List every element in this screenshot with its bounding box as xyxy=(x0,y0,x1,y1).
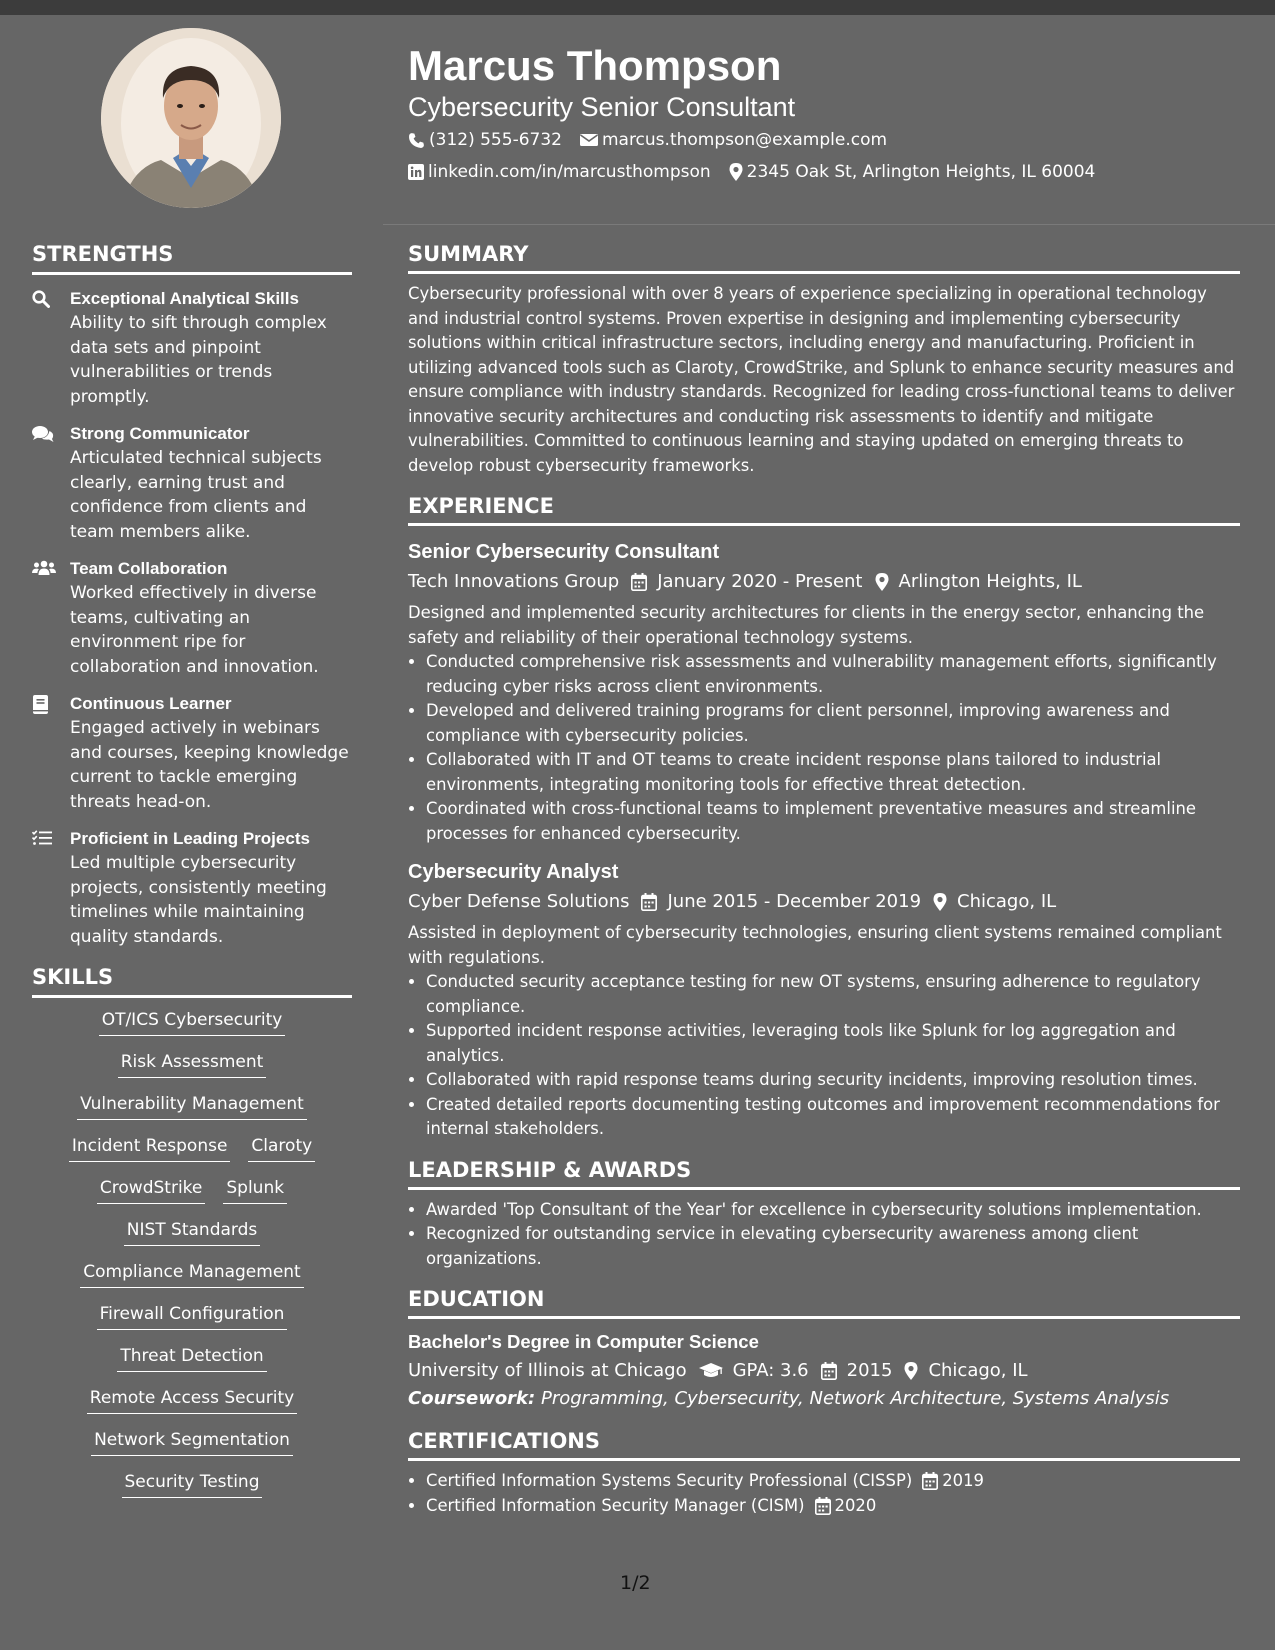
job-company: Cyber Defense Solutions xyxy=(408,891,630,912)
certification-item xyxy=(426,1494,1240,1519)
page-number: 1/2 xyxy=(620,1572,651,1594)
job-bullets xyxy=(408,650,1240,846)
certifications-list xyxy=(408,1469,1240,1518)
comments-icon xyxy=(32,425,54,443)
strength-title: Exceptional Analytical Skills xyxy=(70,289,299,308)
main-column xyxy=(408,240,1240,1518)
award-item: • Recognized for outstanding service in elevating cybersecurity awareness among client organizations. xyxy=(426,1222,1240,1271)
resume-header xyxy=(408,40,1248,188)
job-entry xyxy=(408,858,1240,1142)
certification-year: 2019 xyxy=(942,1471,984,1490)
skill-tag: OT/ICS Cybersecurity xyxy=(99,1008,286,1036)
candidate-name: Marcus Thompson xyxy=(408,42,782,89)
education-meta xyxy=(408,1357,1240,1385)
top-bar xyxy=(0,0,1275,15)
job-meta xyxy=(408,888,1240,916)
school-name: University of Illinois at Chicago xyxy=(408,1360,687,1381)
book-icon xyxy=(32,695,48,714)
strength-desc: Ability to sift through complex data sets and pinpoint vulnerabilities or trends promptly. xyxy=(70,313,327,407)
map-marker-icon xyxy=(729,163,743,181)
strength-desc: Articulated technical subjects clearly, earning trust and confidence from clients and team members alike. xyxy=(70,448,322,542)
job-bullet: • Conducted security acceptance testing for new OT systems, ensuring adherence to regulatory compliance. xyxy=(426,970,1240,1019)
linkedin-icon xyxy=(408,164,424,180)
job-bullets xyxy=(408,970,1240,1142)
skill-tag: Compliance Management xyxy=(80,1260,303,1288)
job-title: Senior Cybersecurity Consultant xyxy=(408,541,720,563)
candidate-title: Cybersecurity Senior Consultant xyxy=(408,92,796,122)
certifications-section xyxy=(408,1427,1240,1518)
phone-icon xyxy=(408,132,425,149)
job-bullet: • Collaborated with IT and OT teams to create incident response plans tailored to industrial environments, integrating monitoring tools for effective threat detection. xyxy=(426,748,1240,797)
degree-title: Bachelor's Degree in Computer Science xyxy=(408,1331,759,1352)
skill-tag: Firewall Configuration xyxy=(97,1302,288,1330)
skill-tag: Splunk xyxy=(223,1176,287,1204)
job-location: Chicago, IL xyxy=(957,891,1057,912)
calendar-icon xyxy=(631,573,647,591)
header-divider xyxy=(383,224,1275,225)
certifications-heading: CERTIFICATIONS xyxy=(408,1427,1240,1461)
graduation-cap-icon xyxy=(699,1363,723,1379)
graduation-year: 2015 xyxy=(846,1360,893,1381)
profile-photo xyxy=(101,28,281,208)
contact-row-1 xyxy=(408,124,1248,156)
phone-contact[interactable] xyxy=(408,124,562,156)
job-bullet: • Collaborated with rapid response teams during security incidents, improving resolution times. xyxy=(426,1068,1240,1093)
skill-tag: Threat Detection xyxy=(117,1344,266,1372)
skill-tag: Vulnerability Management xyxy=(77,1092,307,1120)
phone-text: (312) 555-6732 xyxy=(429,130,562,150)
gpa: GPA: 3.6 xyxy=(732,1360,809,1381)
certification-year: 2020 xyxy=(834,1495,877,1515)
skill-tag: Remote Access Security xyxy=(87,1386,297,1414)
calendar-icon xyxy=(815,1497,831,1515)
strength-title: Strong Communicator xyxy=(70,424,250,443)
strength-title: Proficient in Leading Projects xyxy=(70,829,310,848)
map-marker-icon xyxy=(933,893,947,911)
skill-tag: Risk Assessment xyxy=(118,1050,267,1078)
search-icon xyxy=(32,290,50,308)
certification-name: • Certified Information Systems Security Professional (CISSP) xyxy=(426,1471,913,1490)
strength-title: Team Collaboration xyxy=(70,559,228,578)
skills-list xyxy=(32,1008,352,1512)
job-description: Designed and implemented security architectures for clients in the energy sector, enhancing the safety and reliability of their operational technology systems. xyxy=(408,603,1205,647)
job-bullet: • Developed and delivered training programs for client personnel, improving awareness and compliance with cybersecurity policies. xyxy=(426,699,1240,748)
summary-text: Cybersecurity professional with over 8 years of experience specializing in operational technology and industrial control systems. Proven expertise in designing and implementing cybersecurity solutions within critical infrastructure sectors, including energy and manufacturing. Proficient in utilizing advanced tools such as Claroty, CrowdStrike, and Splunk to enhance security measures and ensure compliance with industry standards. Recognized for leading cross-functional teams to deliver innovative security architectures and conducting risk assessments to identify and mitigate vulnerabilities. Committed to continuous learning and staying updated on emerging threats to develop robust cybersecurity frameworks. xyxy=(408,284,1235,475)
linkedin-text: linkedin.com/in/marcusthompson xyxy=(428,162,711,182)
job-bullet: • Coordinated with cross-functional teams to implement preventative measures and streamline processes for enhanced cybersecurity. xyxy=(426,797,1240,846)
coursework-text: Programming, Cybersecurity, Network Architecture, Systems Analysis xyxy=(540,1388,1170,1409)
contact-row-2 xyxy=(408,156,1248,188)
strength-desc: Worked effectively in diverse teams, cultivating an environment ripe for collaboration and innovation. xyxy=(70,583,319,677)
job-location: Arlington Heights, IL xyxy=(898,571,1082,592)
skill-tag: Security Testing xyxy=(122,1470,263,1498)
education-heading: EDUCATION xyxy=(408,1285,1240,1319)
leadership-list xyxy=(408,1198,1240,1272)
skill-tag: CrowdStrike xyxy=(97,1176,205,1204)
map-marker-icon xyxy=(875,573,889,591)
certification-item xyxy=(426,1469,1240,1494)
strength-item xyxy=(32,287,352,409)
strengths-heading: STRENGTHS xyxy=(32,240,352,275)
education-section xyxy=(408,1285,1240,1413)
award-item: • Awarded 'Top Consultant of the Year' for excellence in cybersecurity solutions implementation. xyxy=(426,1198,1240,1223)
calendar-icon xyxy=(821,1362,837,1380)
job-meta xyxy=(408,568,1240,596)
job-dates: June 2015 - December 2019 xyxy=(667,891,922,912)
linkedin-contact[interactable] xyxy=(408,156,711,188)
job-bullet: • Supported incident response activities, leveraging tools like Splunk for log aggregation and analytics. xyxy=(426,1019,1240,1068)
certification-name: • Certified Information Security Manager (CISM) xyxy=(426,1495,805,1515)
strength-item xyxy=(32,692,352,814)
coursework-label: Coursework: xyxy=(408,1388,536,1409)
experience-heading: EXPERIENCE xyxy=(408,492,1240,526)
experience-section xyxy=(408,492,1240,1142)
job-bullet: • Created detailed reports documenting testing outcomes and improvement recommendations for internal stakeholders. xyxy=(426,1093,1240,1142)
job-dates: January 2020 - Present xyxy=(657,571,863,592)
email-text: marcus.thompson@example.com xyxy=(601,130,888,150)
coursework xyxy=(408,1385,1240,1413)
strengths-list xyxy=(32,287,352,949)
map-marker-icon xyxy=(904,1362,918,1380)
strength-item xyxy=(32,827,352,949)
job-company: Tech Innovations Group xyxy=(408,571,620,592)
skills-heading: SKILLS xyxy=(32,963,352,998)
strength-desc: Engaged actively in webinars and courses, keeping knowledge current to tackle emerging threats head-on. xyxy=(70,718,349,812)
strength-item xyxy=(32,557,352,679)
address-text: 2345 Oak St, Arlington Heights, IL 60004 xyxy=(746,162,1096,182)
strength-item xyxy=(32,422,352,544)
leadership-heading: LEADERSHIP & AWARDS xyxy=(408,1156,1240,1190)
calendar-icon xyxy=(922,1472,938,1490)
job-title: Cybersecurity Analyst xyxy=(408,861,619,883)
tasks-icon xyxy=(32,830,52,846)
job-bullet: • Conducted comprehensive risk assessments and vulnerability management efforts, significantly reducing cyber risks across client environments. xyxy=(426,650,1240,699)
envelope-icon xyxy=(580,133,598,147)
skill-tag: Claroty xyxy=(248,1134,315,1162)
strength-desc: Led multiple cybersecurity projects, consistently meeting timelines while maintaining quality standards. xyxy=(70,853,327,947)
summary-heading: SUMMARY xyxy=(408,240,1240,274)
email-contact[interactable] xyxy=(580,124,887,156)
leadership-section xyxy=(408,1156,1240,1272)
calendar-icon xyxy=(641,893,657,911)
job-description: Assisted in deployment of cybersecurity technologies, ensuring client systems remained compliant with regulations. xyxy=(408,923,1222,967)
school-location: Chicago, IL xyxy=(928,1360,1028,1381)
address-contact xyxy=(729,156,1096,188)
strength-title: Continuous Learner xyxy=(70,694,232,713)
skill-tag: Network Segmentation xyxy=(91,1428,293,1456)
users-icon xyxy=(32,560,56,576)
job-entry xyxy=(408,538,1240,846)
sidebar xyxy=(32,240,352,1512)
skill-tag: Incident Response xyxy=(69,1134,231,1162)
skill-tag: NIST Standards xyxy=(124,1218,261,1246)
